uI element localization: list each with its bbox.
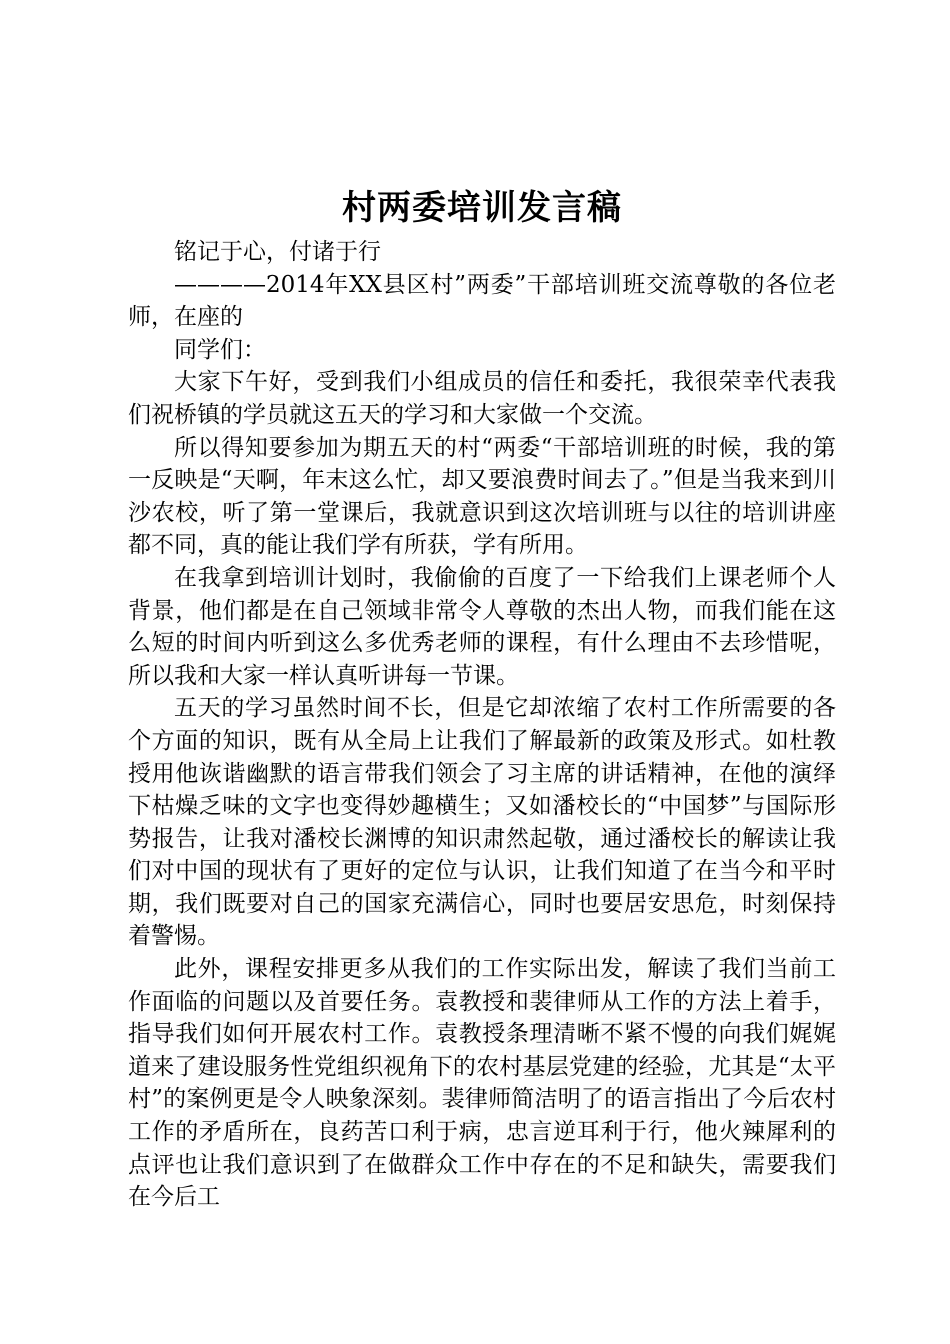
greeting: 同学们： <box>174 336 266 363</box>
event-line: ————2014年XX县区村”两委”干部培训班交流尊敬的各位老师，在座的 <box>128 271 836 331</box>
paragraph-5: 此外，课程安排更多从我们的工作实际出发，解读了我们当前工作面临的问题以及首要任务。袁教授和裴律师从工作的方法上着手，指导我们如何开展农村工作。袁教授条理清晰不紧不慢的向我们娓娓道来了建设服务性党组织视角下的农村基层党建的经验，尤其是“太平村”的案例更是令人映象深刻。裴律师简洁明了的语言指出了今后农村工作的矛盾所在，良药苦口利于病，忠言逆耳利于行，他火辣犀利的点评也让我们意识到了在做群众工作中存在的不足和缺失，需要我们在今后工 <box>128 956 836 1211</box>
paragraph-1: 大家下午好，受到我们小组成员的信任和委托，我很荣幸代表我们祝桥镇的学员就这五天的学习和大家做一个交流。 <box>128 369 836 428</box>
paragraph-4: 五天的学习虽然时间不长，但是它却浓缩了农村工作所需要的各个方面的知识，既有从全局上让我们了解最新的政策及形式。如杜教授用他诙谐幽默的语言带我们领会了习主席的讲话精神，在他的演绎下枯燥乏味的文字也变得妙趣横生；又如潘校长的“中国梦”与国际形势报告，让我对潘校长渊博的知识肃然起敬，通过潘校长的解读让我们对中国的现状有了更好的定位与认识，让我们知道了在当今和平时期，我们既要对自己的国家充满信心，同时也要居安思危，时刻保持着警惕。 <box>128 695 836 950</box>
document-title: 村两委培训发言稿 <box>342 188 622 228</box>
document-subtitle: 铭记于心，付诸于行 <box>174 239 381 265</box>
paragraph-2: 所以得知要参加为期五天的村“两委“干部培训班的时候，我的第一反映是“天啊，年末这么忙，却又要浪费时间去了。”但是当我来到川沙农校，听了第一堂课后，我就意识到这次培训班与以往的培训讲座都不同，真的能让我们学有所获，学有所用。 <box>128 434 836 559</box>
document-page <box>128 180 836 1214</box>
paragraph-3: 在我拿到培训计划时，我偷偷的百度了一下给我们上课老师个人背景，他们都是在自己领域非常令人尊敬的杰出人物，而我们能在这么短的时间内听到这么多优秀老师的课程，有什么理由不去珍惜呢，所以我和大家一样认真听讲每一节课。 <box>128 564 836 689</box>
